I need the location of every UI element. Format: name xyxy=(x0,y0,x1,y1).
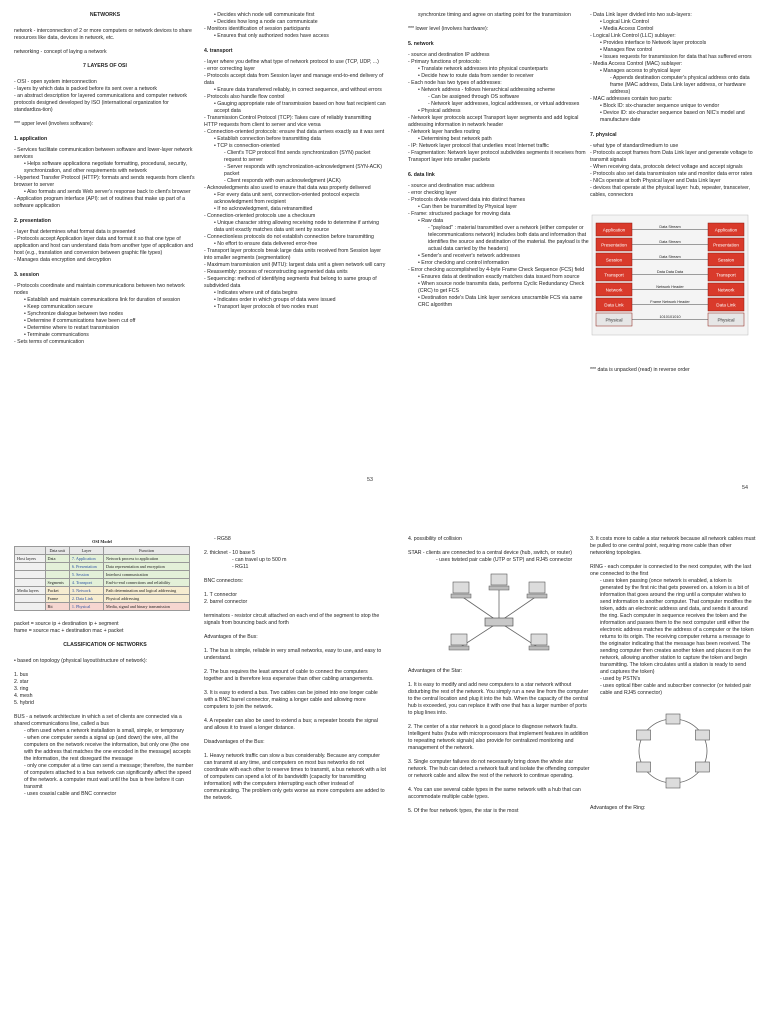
spacer xyxy=(204,641,386,648)
spacer xyxy=(204,662,386,669)
osi-table-cell-unit xyxy=(45,570,69,578)
text-line: - Protocols accept data from Session layer and manage end-to-end delivery of data xyxy=(204,73,384,86)
text-line: - Connection-oriented protocols use a checksum xyxy=(204,213,316,219)
text-line: - layer that determines what format data is presented xyxy=(14,229,136,235)
osi-layer-label: Transport xyxy=(604,272,624,278)
text-line: - Connectionless protocols do not establish connection before transmitting xyxy=(204,234,374,240)
osi-table-cell-group: Host layers xyxy=(15,554,46,562)
text-line: • Also formats and sends Web server's response back to client's browser xyxy=(24,189,191,195)
osi-table-cell-unit: Segments xyxy=(45,578,69,586)
text-line: - Acknowledgments also used to ensure that data was properly delivered xyxy=(204,185,371,191)
subsection-heading: 2. presentation xyxy=(14,218,51,224)
column-2 xyxy=(204,12,386,311)
text-line: - Media Access Control (MAC) sublayer: xyxy=(590,61,683,67)
osi-table-cell-group xyxy=(15,602,46,610)
osi-layer-label: Presentation xyxy=(713,242,739,248)
text-line: *** lower level (involves hardware): xyxy=(408,26,489,32)
osi-table-title: OSI Model xyxy=(15,538,190,546)
osi-table-header xyxy=(15,546,46,554)
text-line: - Client responds with own acknowledgment (ACK) xyxy=(224,178,341,184)
osi-table-cell-fn: Physical addressing xyxy=(104,594,190,602)
computer-icon xyxy=(637,762,651,772)
text-line: - source and destination IP address xyxy=(408,52,490,58)
text-line: - source and destination mac address xyxy=(408,183,495,189)
text-line: 4. possibility of collision xyxy=(408,536,462,542)
text-line: - Network layer addresses, logical addresses, or virtual addresses xyxy=(428,101,580,107)
text-line: - OSI - open system interconnection xyxy=(14,79,97,85)
osi-flow-label: 1010101010 xyxy=(659,315,681,319)
text-line: - what type of standard/medium to use xyxy=(590,143,679,149)
spacer xyxy=(14,56,196,63)
spacer xyxy=(204,606,386,613)
computer-icon xyxy=(637,730,651,740)
text-line: - Server responds with synchronization-acknowledgment (SYN-ACK) packet xyxy=(224,164,382,177)
text-line: 3. It is easy to extend a bus. Two cables can be joined into one longer cable with a BNC barrel connector, making a longer cable and allowing more computers to join the network. xyxy=(204,690,378,710)
text-line: • If no acknowledgment, data retransmitted xyxy=(214,206,313,212)
computer-icon xyxy=(666,778,680,788)
text-line: • Establish and maintain communications link for duration of session xyxy=(24,297,181,303)
osi-layer-label: Data Link xyxy=(716,302,736,308)
text-line: Advantages of the Star: xyxy=(408,668,463,674)
text-line: - used by PSTN's xyxy=(600,676,641,682)
spacer xyxy=(408,717,590,724)
page-gap xyxy=(0,496,768,528)
text-line: - IP: Network layer protocol that underlies most Internet traffic xyxy=(408,143,549,149)
text-line: • Raw data xyxy=(418,218,444,224)
text-line: • Block ID: six-character sequence unique to vendor xyxy=(600,103,720,109)
computer-icon xyxy=(529,634,549,650)
text-line: 2. The bus requires the least amount of cable to connect the computers together and is therefore less expensive than other cabling arrangements. xyxy=(204,669,374,682)
text-line: BNC connectors: xyxy=(204,578,244,584)
spacer xyxy=(408,543,590,550)
text-line: frame = source mac + destination mac + packet xyxy=(14,627,124,634)
text-line: • Destination node's Data Link layer services unscramble FCS via same CRC algorithm xyxy=(418,295,583,308)
computer-icon xyxy=(451,582,471,598)
text-line: - Fragmentation: Network layer protocol subdivides segments it receives from Transport layer into smaller packets xyxy=(408,150,586,163)
osi-table-cell-fn: End-to-end connections and reliability xyxy=(104,578,190,586)
subsection-heading: 7. physical xyxy=(590,132,617,138)
osi-table-cell-group xyxy=(15,562,46,570)
ring-topology-image xyxy=(618,703,728,799)
star-topology-image xyxy=(439,570,559,662)
spacer xyxy=(408,801,590,808)
text-line: • Keep communication secure xyxy=(24,304,93,310)
text-line: terminators - resistor circuit attached on each end of the segment to stop the signals from bouncing back and forth xyxy=(204,613,380,626)
spacer xyxy=(204,571,386,578)
spacer xyxy=(204,543,386,550)
osi-table-cell-fn: Data representation and encryption xyxy=(104,562,190,570)
osi-layer-label: Session xyxy=(717,257,735,263)
text-line: - layer where you define what type of network protocol to use (TCP, UDP, ...) xyxy=(204,59,379,65)
osi-table-cell-fn: Path determination and logical addressing xyxy=(104,586,190,594)
spacer xyxy=(408,752,590,759)
text-line: - Transmission Control Protocol (TCP): Takes care of reliably transmitting HTTP requests from client to server and vice versa xyxy=(204,115,372,128)
osi-layer-label: Network xyxy=(717,287,735,293)
spacer xyxy=(14,42,196,49)
text-line: • Synchronize dialogue between two nodes xyxy=(24,311,124,317)
text-line: • Issues requests for transmission for data that has suffered errors xyxy=(600,54,752,60)
text-line: - RG58 xyxy=(214,536,231,542)
text-line: synchronize timing and agree on starting point for the transmission xyxy=(418,12,571,18)
text-line: - an abstract description for layered communications and computer network protocols designed developed by ISO (international organization for standardiza-tion) xyxy=(14,93,187,113)
osi-table-cell-fn: Interhost communication xyxy=(104,570,190,578)
text-line: - Data Link layer divided into two sub-layers: xyxy=(590,12,692,18)
osi-table-cell-group xyxy=(15,578,46,586)
osi-table-header: Function xyxy=(104,546,190,554)
text-line: - "payload" : material transmitted over a network (either computer or telecommunications network) includes both data and information that identifies the source and destination of the material. the payload is the actual data carried by the headers) xyxy=(428,225,589,252)
text-line: • Ensure data transferred reliably, in correct sequence, and without errors xyxy=(214,87,382,93)
text-line: 5. hybrid xyxy=(14,699,34,706)
osi-model-table xyxy=(14,538,190,611)
text-line: - can travel up to 500 m xyxy=(232,557,287,563)
text-line: • Gauging appropriate rate of transmission based on how fast recipient can accept data xyxy=(214,101,386,114)
text-line: • Media Access Control xyxy=(600,26,654,32)
osi-table-cell-unit: Frame xyxy=(45,594,69,602)
text-line: 5. Of the four network types, the star is the most xyxy=(408,808,519,814)
text-line: • Indicates order in which groups of data were issued xyxy=(214,297,336,303)
text-line: • Ensures data at destination exactly matches data issued from source xyxy=(418,274,580,280)
text-line: - Protocols divide received data into distinct frames xyxy=(408,197,526,203)
text-line: RING - each computer is connected to the next computer, with the last one connected to the first xyxy=(590,564,752,577)
text-line: packet = source ip + destination ip + segment xyxy=(14,620,119,627)
text-line: - Appends destination computer's physical address onto data frame (MAC address, Data Link layer address, or hardware address) xyxy=(610,75,750,95)
text-line: - Transport layer protocols break large data units received from Session layer into smaller segments (segmentation) xyxy=(204,248,382,261)
spacer xyxy=(204,585,386,592)
osi-flow-label: Data Stream xyxy=(659,255,681,259)
section-heading: CLASSIFICATION OF NETWORKS xyxy=(63,641,147,648)
text-line: • Decides how long a node can communicate xyxy=(214,19,318,25)
computer-icon xyxy=(695,762,709,772)
text-line: - Protocols also handle flow control xyxy=(204,94,285,100)
text-line: • For every data unit sent, connection-oriented protocol expects acknowledgment from recipient xyxy=(214,192,360,205)
text-line: • Can then be transmitted by Physical layer xyxy=(418,204,517,210)
osi-table-cell-layer: 6. Presentation xyxy=(69,562,103,570)
column-4 xyxy=(590,536,756,812)
osi-layer-label: Session xyxy=(605,257,623,263)
spacer xyxy=(204,683,386,690)
text-line: • Sender's and receiver's network addresses xyxy=(418,253,521,259)
osi-layer-label: Network xyxy=(605,287,623,293)
osi-layers-diagram xyxy=(590,213,750,341)
osi-diagram-caption: *** data is unpacked (read) in reverse order xyxy=(590,367,690,373)
osi-table-cell-layer: 2. Data Link xyxy=(69,594,103,602)
text-line: • Establish connection before transmitting data xyxy=(214,136,321,142)
osi-flow-label: Data Stream xyxy=(659,225,681,229)
column-2 xyxy=(204,536,386,802)
osi-table-cell-unit xyxy=(45,562,69,570)
text-line: - Protocols accept frames from Data Link layer and generate voltage to transmit signals xyxy=(590,150,753,163)
text-line: • Error checking and control information xyxy=(418,260,509,266)
osi-table-row xyxy=(15,562,190,570)
column-3 xyxy=(408,12,590,309)
text-line: • Unique character string allowing receiving node to determine if arriving data unit exactly matches data unit sent by source xyxy=(214,220,380,233)
osi-flow-label: Data Data Data xyxy=(656,270,684,274)
spacer xyxy=(204,627,386,634)
text-line: - Protocols also set data transmission rate and monitor data error rates xyxy=(590,171,753,177)
text-line: - Frame: structured package for moving data xyxy=(408,211,511,217)
text-line: - uses coaxial cable and BNC connector xyxy=(24,790,117,797)
osi-table-cell-group xyxy=(15,594,46,602)
text-line: - When receiving data, protocols detect voltage and accept signals xyxy=(590,164,743,170)
text-line: 2. thicknet - 10 base 5 xyxy=(204,550,256,556)
text-line: - devices that operate at the physical layer: hub, repeater, transceiver, cables, connectors xyxy=(590,185,751,198)
text-line: • TCP is connection-oriented xyxy=(214,143,280,149)
osi-table-cell-layer: 3. Network xyxy=(69,586,103,594)
osi-table-row xyxy=(15,554,190,562)
text-line: - only one computer at a time can send a message; therefore, the number of computers attached to a bus network can significantly affect the speed of the network. a computer must wait until the bus is free before it can transmit xyxy=(24,762,194,790)
text-line: - error checking layer xyxy=(408,190,457,196)
text-line: networking - concept of laying a network xyxy=(14,49,107,55)
page-bottom xyxy=(0,528,768,1024)
osi-layer-label: Presentation xyxy=(601,242,627,248)
text-line: - Each node has two types of addresses: xyxy=(408,80,502,86)
text-line: 1. Heavy network traffic can slow a bus considerably. Because any computer can transmit at any time, and computers on most bus networks do not coordinate with each other to reserve times to transmit, a bus network with a lot of computers can spend a lot of its bandwidth (capacity for transmitting information) with the computers interrupting each other instead of communicating. The problem only gets worse as more computers are added to the network. xyxy=(204,753,386,801)
osi-table-cell-layer: 7. Application xyxy=(69,554,103,562)
text-line: - Hypertext Transfer Protocol (HTTP): formats and sends requests from client's browser to server xyxy=(14,175,195,188)
text-line: • Decide how to route data from sender to receiver xyxy=(418,73,534,79)
spacer xyxy=(14,114,196,121)
computer-icon xyxy=(695,730,709,740)
computer-icon xyxy=(666,714,680,724)
osi-flow-label: Data Stream xyxy=(659,240,681,244)
text-line: - Primary functions of protocols: xyxy=(408,59,481,65)
osi-table-cell-group xyxy=(15,570,46,578)
text-line: BUS - a network architecture in which a set of clients are connected via a shared communications line, called a bus xyxy=(14,713,182,727)
osi-layer-label: Application xyxy=(714,227,738,233)
text-line: STAR - clients are connected to a central device (hub, switch, or router) xyxy=(408,550,572,556)
osi-table-cell-group: Media layers xyxy=(15,586,46,594)
text-line: • Translate network addresses into physical counterparts xyxy=(418,66,548,72)
text-line: 3. ring xyxy=(14,685,29,692)
text-line: - Sets terms of communication xyxy=(14,339,85,345)
text-line: • Determine if communications have been cut off xyxy=(24,318,136,324)
spacer xyxy=(14,707,196,714)
computer-icon xyxy=(449,634,469,650)
text-line: - Reassembly: process of reconstructing segmented data units xyxy=(204,269,348,275)
text-line: - often used when a network installation is small, simple, or temporary xyxy=(24,727,185,734)
text-line: 3. It costs more to cable a star network because all network cables must be pulled to one central point, requiring more cable than other networking topologies. xyxy=(590,536,756,556)
text-line: • Decides which node will communicate first xyxy=(214,12,315,18)
text-line: • Indicates where unit of data begins xyxy=(214,290,298,296)
osi-table-row xyxy=(15,586,190,594)
text-line: - Client's TCP protocol first sends synchronization (SYN) packet request to server xyxy=(224,150,371,163)
column-4-text xyxy=(590,12,756,199)
text-line: • Manages access to physical layer xyxy=(600,68,681,74)
spacer xyxy=(408,675,590,682)
subsection-heading: 3. session xyxy=(14,272,40,278)
spacer xyxy=(14,665,196,672)
osi-table-row xyxy=(15,570,190,578)
osi-table-row xyxy=(15,602,190,610)
spacer xyxy=(204,711,386,718)
text-line: - Error checking accomplished by 4-byte Frame Check Sequence (FCS) field xyxy=(408,267,585,273)
text-line: 4. mesh xyxy=(14,692,33,699)
text-line: • When source node transmits data, performs Cyclic Redundancy Check (CRC) to get FCS xyxy=(418,281,585,294)
text-line: - NICs operate at both Physical layer and Data Link layer xyxy=(590,178,721,184)
text-line: • Terminate communications xyxy=(24,332,89,338)
text-line: 2. The center of a star network is a good place to diagnose network faults. Intelligent hubs (hubs with microprocessors that implement features in addition to repeating network signals) also provide for centralized monitoring and management of the network. xyxy=(408,724,589,751)
text-line: - Monitors identification of session participants xyxy=(204,26,311,32)
text-line: Advantages of the Bus: xyxy=(204,634,258,640)
text-line: - RG11 xyxy=(232,564,249,570)
text-line: 4. A repeater can also be used to extend a bus; a repeater boosts the signal and allows it to travel a longer distance. xyxy=(204,718,378,731)
text-line: 2. star xyxy=(14,678,29,685)
computer-icon xyxy=(527,582,547,598)
osi-table-cell-fn: Network process to application xyxy=(104,554,190,562)
text-line: - Logical Link Control (LLC) sublayer: xyxy=(590,33,676,39)
text-line: • Logical Link Control xyxy=(600,19,649,25)
spacer xyxy=(408,19,590,26)
text-line: - Network layer protocols accept Transport layer segments and add logical addressing information in network header xyxy=(408,115,579,128)
osi-layer-label: Physical xyxy=(605,317,623,323)
text-line: - error correcting layer xyxy=(204,66,256,72)
osi-layer-label: Physical xyxy=(717,317,735,323)
subsection-heading: 5. network xyxy=(408,41,434,47)
subsection-heading: 4. transport xyxy=(204,48,233,54)
text-line: • Helps software applications negotiate formatting, procedural, security, synchronization, and other requirements with network xyxy=(24,161,187,174)
text-line: • No effort to ensure data delivered error-free xyxy=(214,241,318,247)
text-line: - MAC addresses contain two parts: xyxy=(590,96,673,102)
text-line: • Provides interface to Network layer protocols xyxy=(600,40,707,46)
text-line: - Protocols coordinate and maintain communications between two network nodes xyxy=(14,283,185,296)
text-line: 4. You can use several cable types in the same network with a hub that can accommodate multiple cable types. xyxy=(408,787,581,800)
text-line: - when one computer sends a signal up (and down) the wire, all the computers on the network receive the information, but only one (the one with the address that matches the one encoded in the message) accepts the information, the rest disregard the message xyxy=(24,734,191,762)
text-line: 2. barrel connector xyxy=(204,599,248,605)
text-line: Disadvantages of the Bus: xyxy=(204,739,265,745)
text-line: - Connection-oriented protocols: ensure that data arrives exactly as it was sent xyxy=(204,129,385,135)
osi-table-cell-layer: 5. Session xyxy=(69,570,103,578)
osi-table-cell-fn: Media, signal and binary transmission xyxy=(104,602,190,610)
text-line: • Network address - follows hierarchical addressing scheme xyxy=(418,87,556,93)
osi-table-cell-layer: 1. Physical xyxy=(69,602,103,610)
osi-flow-label: Frame Network Header xyxy=(650,300,690,304)
hub-icon xyxy=(485,618,513,626)
text-line: • Device ID: six-character sequence based on NIC's model and manufacture date xyxy=(600,110,745,123)
osi-table-header: Layer xyxy=(69,546,103,554)
column-4 xyxy=(590,12,756,374)
text-line: *** upper level (involves software): xyxy=(14,121,94,127)
spacer xyxy=(590,557,756,564)
text-line: • Manages flow control xyxy=(600,47,653,53)
column-1 xyxy=(14,12,196,346)
text-line: 1. bus xyxy=(14,671,29,678)
column-1-text xyxy=(14,621,196,798)
text-line: - Services facilitate communication between software and lower-layer network services xyxy=(14,147,193,160)
text-line: - Manages data encryption and decryption xyxy=(14,257,111,263)
osi-flow-label: Network Header xyxy=(656,285,684,289)
text-line: • based on topology (physical layout/structure of network): xyxy=(14,657,148,664)
page-number-right: 54 xyxy=(742,485,748,491)
text-line: • Determining best network path xyxy=(418,136,492,142)
text-line: - uses optical fiber cable and subscriber connector (or twisted pair cable and RJ45 connector) xyxy=(600,683,752,696)
column-3 xyxy=(408,536,590,815)
text-line: 3. Single computer failures do not necessarily bring down the whole star network. The hub can detect a network fault and isolate the offending computer or network cable and allow the rest of the network to continue operating. xyxy=(408,759,590,779)
section-heading: 7 LAYERS OF OSI xyxy=(83,63,127,69)
text-line: - Maximum transmission unit (MTU): largest data unit a given network will carry xyxy=(204,262,386,268)
text-line: - Sequencing: method of identifying segments that belong to same group of subdivided data xyxy=(204,276,377,289)
spacer xyxy=(204,746,386,753)
text-line: • Determine where to restart transmission xyxy=(24,325,120,331)
spacer xyxy=(408,780,590,787)
osi-table-cell-unit: Data xyxy=(45,554,69,562)
osi-table-cell-layer: 4. Transport xyxy=(69,578,103,586)
page-top xyxy=(0,0,768,496)
text-line: - Can be assigned through OS software xyxy=(428,94,520,100)
osi-table-row xyxy=(15,578,190,586)
text-line: network - interconnection of 2 or more computers or network devices to share resources like data, devices in network, etc. xyxy=(14,28,192,41)
column-1 xyxy=(14,538,196,798)
section-heading: NETWORKS xyxy=(89,12,121,18)
osi-table-header: Data unit xyxy=(45,546,69,554)
text-line: - Network layer handles routing xyxy=(408,129,480,135)
text-line: - Application program interface (API): set of routines that make up part of a software application xyxy=(14,196,185,209)
subsection-heading: 1. application xyxy=(14,136,48,142)
text-line: - Protocols accept Application layer data and format it so that one type of application and host can understand data from another type of application and host (e.g., translation and conversion between graphic file types) xyxy=(14,236,194,256)
text-line: Advantages of the Ring: xyxy=(590,805,646,811)
page-number-left: 53 xyxy=(367,477,373,483)
text-line: - uses token passing (once network is enabled, a token is generated by the first nic that gets powered on. a token is a bit of information that goes around the ring until a computer wishes to send information to another computer. That computer modifies the token, adds an electronic address and data, and sends it around the ring. Each computer in sequence receives the token and the information and passes them to the next computer until either the electronic address matches the address of a computer or the token returns to its origin. The receiving computer returns a message to the originator indicating that the message has been received. The sending computer then creates another token and places it on the network, allowing another station to capture the token and begin transmitting. The token circulates until a station is ready to send and captures the token) xyxy=(600,578,754,675)
text-line: 1. T connector xyxy=(204,592,237,598)
text-line: • Transport layer protocols of two nodes must xyxy=(214,304,318,310)
text-line: - uses twisted pair cable (UTP or STP) and RJ45 connector xyxy=(436,557,573,563)
osi-layer-label: Application xyxy=(602,227,626,233)
osi-table-cell-unit: Bit xyxy=(45,602,69,610)
subsection-heading: 6. data link xyxy=(408,172,435,178)
text-line: 1. It is easy to modify and add new computers to a star network without disturbing the rest of the network. You simply run a new line from the computer to the central location and plug it into the hub. When the capacity of the central hub is exceeded, you can replace it with one that has a larger number of ports to plug lines into. xyxy=(408,682,589,716)
text-line: • Ensures that only authorized nodes have access xyxy=(214,33,329,39)
spacer xyxy=(204,732,386,739)
text-line: • Physical address xyxy=(418,108,461,114)
osi-layer-label: Transport xyxy=(716,272,736,278)
text-line: - layers by which data is packed before its sent over a network xyxy=(14,86,158,92)
osi-layer-label: Data Link xyxy=(604,302,624,308)
spacer xyxy=(14,635,196,642)
text-line: 1. The bus is simple, reliable in very small networks, easy to use, and easy to understand. xyxy=(204,648,382,661)
osi-table-cell-unit: Packet xyxy=(45,586,69,594)
computer-icon xyxy=(489,574,509,590)
osi-table-row xyxy=(15,594,190,602)
